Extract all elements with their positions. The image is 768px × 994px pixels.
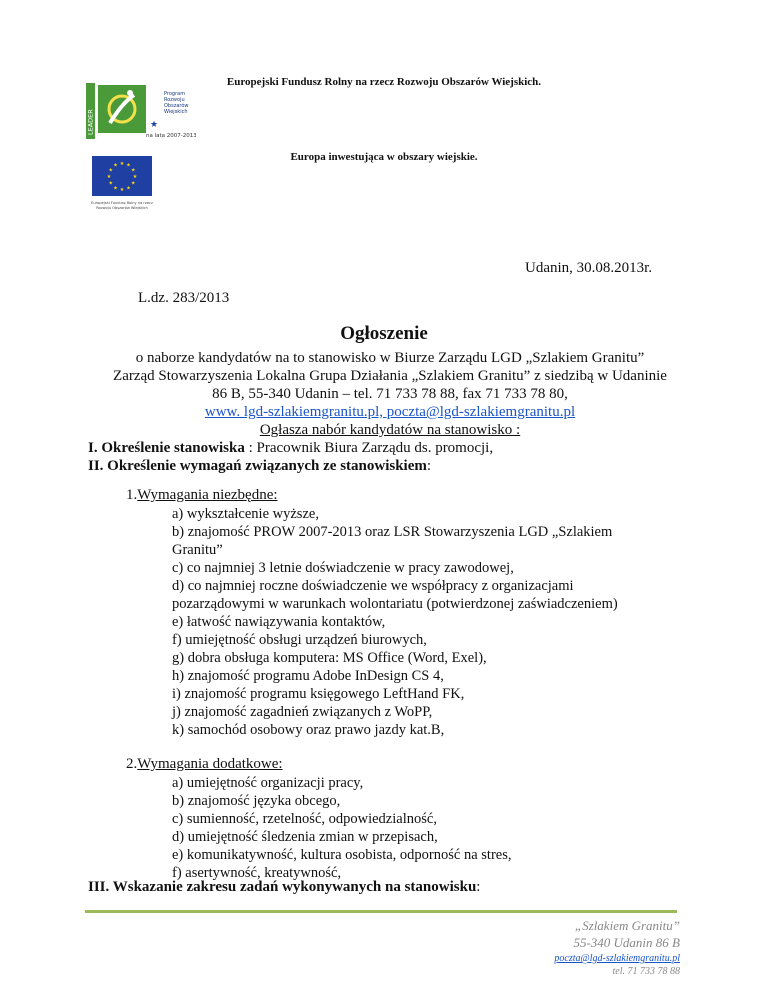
eu-star-icon: ★ bbox=[119, 187, 125, 193]
section-2-label: II. Określenie wymagań związanych ze stanowiskiem bbox=[88, 458, 427, 474]
footer-email-line bbox=[554, 953, 680, 964]
list-item: Granitu” bbox=[172, 542, 223, 558]
header-title: Europejski Fundusz Rolny na rzecz Rozwoju Obszarów Wiejskich. bbox=[226, 76, 542, 88]
list-item: e) komunikatywność, kultura osobista, odporność na stres, bbox=[172, 847, 512, 863]
list-item: e) łatwość nawiązywania kontaktów, bbox=[172, 614, 386, 630]
eu-star-icon: ★ bbox=[106, 174, 112, 180]
section-1 bbox=[88, 439, 493, 457]
section-3 bbox=[88, 878, 480, 896]
additional-label: Wymagania dodatkowe: bbox=[137, 756, 283, 772]
section-2-suffix: : bbox=[426, 458, 432, 474]
required-heading bbox=[126, 487, 278, 504]
announce-line bbox=[60, 421, 720, 439]
eu-star-icon: ★ bbox=[131, 167, 136, 174]
footer-name: „Szlakiem Granitu” bbox=[574, 918, 680, 933]
eu-star-icon: ★ bbox=[131, 180, 136, 187]
required-list bbox=[172, 505, 712, 739]
place-date: Udanin, 30.08.2013r. bbox=[525, 260, 653, 276]
intro-line-3: 86 B, 55-340 Udanin – tel. 71 733 78 88, fax 71 733 78 80, bbox=[212, 386, 568, 402]
eu-star-icon: ★ bbox=[132, 174, 138, 180]
footer-phone: tel. 71 733 78 88 bbox=[612, 966, 680, 977]
section-2 bbox=[88, 457, 431, 475]
list-item: a) umiejętność organizacji pracy, bbox=[172, 775, 364, 791]
footer-address: 55-340 Udanin 86 B bbox=[573, 935, 680, 950]
list-item: f) asertywność, kreatywność, bbox=[172, 865, 342, 881]
footer-email-link[interactable]: poczta@lgd-szlakiemgranitu.pl bbox=[554, 953, 680, 964]
section-1-label: I. Określenie stanowiska bbox=[88, 440, 245, 456]
eu-star-icon: ★ bbox=[119, 161, 125, 167]
list-item: d) umiejętność śledzenia zmian w przepisach, bbox=[172, 829, 438, 845]
eu-star-icon: ★ bbox=[113, 162, 118, 169]
additional-list bbox=[172, 774, 712, 882]
list-item: c) co najmniej 3 letnie doświadczenie w pracy zawodowej, bbox=[172, 560, 514, 576]
document-title: Ogłoszenie bbox=[340, 323, 428, 344]
period-text: na lata 2007-2013 bbox=[146, 133, 196, 139]
header-subtitle: Europa inwestująca w obszary wiejskie. bbox=[290, 151, 478, 163]
list-item: k) samochód osobowy oraz prawo jazdy kat.B, bbox=[172, 722, 445, 738]
list-item: pozarządowymi w warunkach wolontariatu (potwierdzonej zaświadczeniem) bbox=[172, 596, 618, 612]
intro-link-line bbox=[60, 403, 720, 421]
section-3-suffix: : bbox=[476, 879, 481, 895]
leader-logo bbox=[86, 83, 196, 145]
eu-caption-1: Europejski Fundusz Rolny na rzecz bbox=[91, 201, 153, 205]
additional-number: 2. bbox=[126, 756, 138, 772]
eu-star-icon: ★ bbox=[126, 162, 131, 169]
list-item: g) dobra obsługa komputera: MS Office (Word, Exel), bbox=[172, 650, 487, 666]
list-item: i) znajomość programu księgowego LeftHand FK, bbox=[172, 686, 465, 702]
footer-rule bbox=[85, 910, 677, 913]
intro-line-1: o naborze kandydatów na to stanowisko w Biurze Zarządu LGD „Szlakiem Granitu” bbox=[135, 350, 645, 366]
leader-text: LEADER bbox=[86, 109, 95, 135]
program-line-2: Rozwoju bbox=[164, 97, 185, 103]
list-item: f) umiejętność obsługi urządzeń biurowych, bbox=[172, 632, 427, 648]
intro-line-2: Zarząd Stowarzyszenia Lokalna Grupa Działania „Szlakiem Granitu” z siedzibą w Udaninie bbox=[113, 368, 667, 384]
list-item: c) sumienność, rzetelność, odpowiedzialność, bbox=[172, 811, 437, 827]
section-3-label: III. Wskazanie zakresu zadań wykonywanych na stanowisku bbox=[88, 879, 477, 895]
required-number: 1. bbox=[126, 487, 138, 503]
section-1-value: : Pracownik Biura Zarządu ds. promocji, bbox=[244, 440, 494, 456]
website-email-link[interactable]: www. lgd-szlakiemgranitu.pl, poczta@lgd-szlakiemgranitu.pl bbox=[204, 404, 576, 420]
program-line-1: Program bbox=[164, 91, 186, 97]
eu-star-icon: ★ bbox=[126, 185, 131, 192]
eu-star-icon: ★ bbox=[108, 167, 113, 174]
list-item: a) wykształcenie wyższe, bbox=[172, 506, 319, 522]
eu-star-icon: ★ bbox=[113, 185, 118, 192]
list-item: b) znajomość języka obcego, bbox=[172, 793, 341, 809]
list-item: b) znajomość PROW 2007-2013 oraz LSR Stowarzyszenia LGD „Szlakiem bbox=[172, 524, 613, 540]
list-item: h) znajomość programu Adobe InDesign CS 4, bbox=[172, 668, 444, 684]
eu-caption-2: Rozwoju Obszarów Wiejskich bbox=[96, 206, 148, 210]
required-label: Wymagania niezbędne: bbox=[137, 487, 278, 503]
list-item: d) co najmniej roczne doświadczenie we współpracy z organizacjami bbox=[172, 578, 574, 594]
additional-heading bbox=[126, 756, 283, 773]
announce-text: Ogłasza nabór kandydatów na stanowisko : bbox=[259, 422, 521, 438]
list-item: j) znajomość zagadnień związanych z WoPP, bbox=[172, 704, 433, 720]
svg-text:★: ★ bbox=[150, 120, 159, 130]
program-line-3: Obszarów bbox=[164, 103, 189, 109]
reference-number: L.dz. 283/2013 bbox=[138, 290, 230, 306]
eu-star-icon: ★ bbox=[108, 180, 113, 187]
eu-flag-logo bbox=[82, 156, 162, 214]
program-line-4: Wiejskich bbox=[164, 109, 188, 115]
